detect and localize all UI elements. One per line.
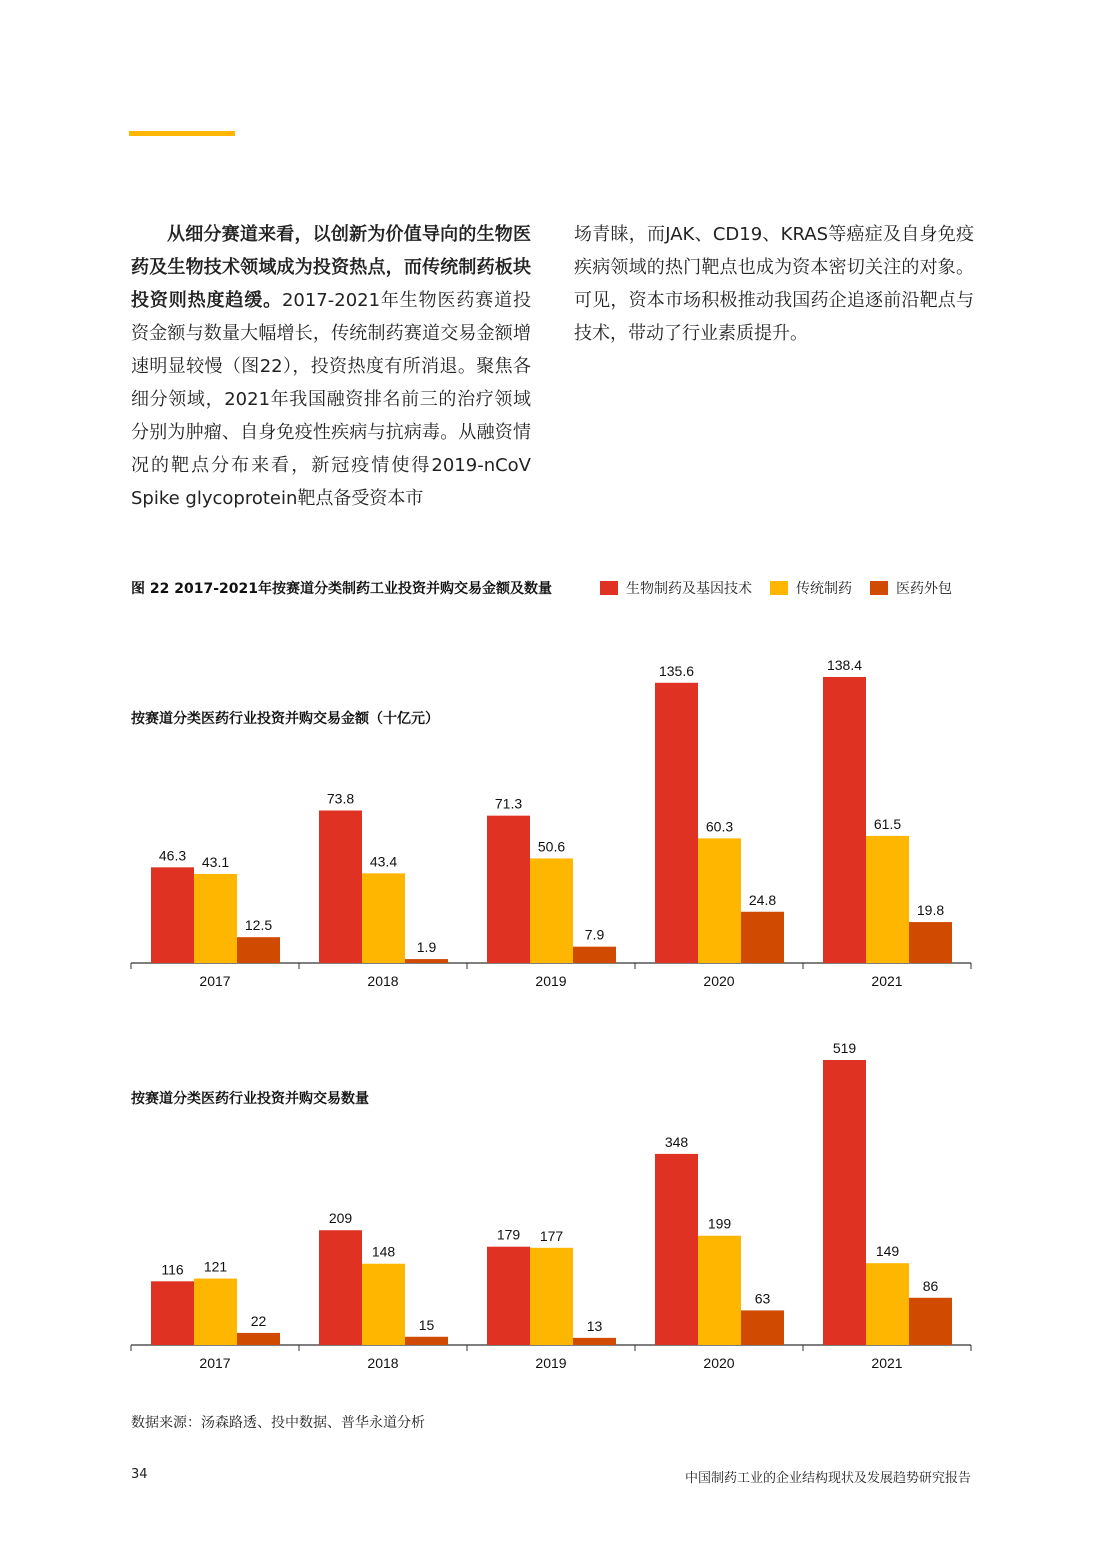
bar-2021-1 <box>866 1263 909 1345</box>
x-tick-label: 2017 <box>199 973 231 989</box>
legend-swatch-biopharma <box>600 581 618 595</box>
data-label: 348 <box>664 1133 689 1150</box>
bar-2020-0 <box>655 1154 698 1345</box>
data-source: 数据来源：汤森路透、投中数据、普华永道分析 <box>131 1415 425 1431</box>
x-tick-label: 2021 <box>871 973 903 989</box>
bold-lead: 从细分赛道来看，以创新为价值导向的生物医药及生物技术领域成为投资热点，而传统制药板块投资则热度趋缓。 <box>131 224 531 311</box>
bar-2018-2 <box>405 1337 448 1345</box>
bar-2020-2 <box>741 1310 784 1345</box>
legend-item-traditional <box>770 578 852 598</box>
bar-2021-2 <box>909 922 952 963</box>
data-label: 15 <box>418 1316 435 1333</box>
legend-label-outsourcing: 医药外包 <box>896 581 952 597</box>
chart-amount <box>0 640 1102 1000</box>
data-label: 86 <box>922 1277 939 1294</box>
body-text-left <box>131 218 531 515</box>
body-text-right: 场青睐，而JAK、CD19、KRAS等癌症及自身免疫疾病领域的热门靶点也成为资本密切关注的对象。可见，资本市场积极推动我国药企追逐前沿靶点与技术，带动了行业素质提升。 <box>574 224 974 344</box>
data-label: 43.4 <box>369 853 398 870</box>
bar-2021-1 <box>866 836 909 963</box>
figure-title: 图 22 2017-2021年按赛道分类制药工业投资并购交易金额及数量 <box>131 581 552 597</box>
bar-2018-0 <box>319 1230 362 1345</box>
data-label: 73.8 <box>326 790 355 807</box>
page-number: 34 <box>131 1467 148 1482</box>
data-label: 60.3 <box>705 818 734 835</box>
bar-2021-0 <box>823 1060 866 1345</box>
report-title: 中国制药工业的企业结构现状及发展趋势研究报告 <box>684 1471 971 1486</box>
bar-2017-2 <box>237 937 280 963</box>
bar-2019-0 <box>487 816 530 963</box>
data-label: 199 <box>707 1215 732 1232</box>
x-tick-label: 2021 <box>871 1355 903 1371</box>
bar-2020-1 <box>698 838 741 963</box>
bar-2019-0 <box>487 1247 530 1345</box>
bar-2017-1 <box>194 1279 237 1345</box>
data-label: 71.3 <box>494 795 523 812</box>
data-label: 1.9 <box>416 939 437 956</box>
data-label: 116 <box>161 1261 184 1278</box>
chart-count-title: 按赛道分类医药行业投资并购交易数量 <box>131 1091 369 1107</box>
bar-2018-2 <box>405 959 448 963</box>
data-label: 12.5 <box>244 917 273 934</box>
bar-2021-2 <box>909 1298 952 1345</box>
bar-2021-0 <box>823 677 866 963</box>
legend-item-biopharma <box>600 578 752 598</box>
data-label: 43.1 <box>201 853 230 870</box>
bar-2019-2 <box>573 947 616 963</box>
body-paragraph-left: 2017-2021年生物医药赛道投资金额与数量大幅增长，传统制药赛道交易金额增速明显较慢（图22），投资热度有所消退。聚焦各细分领域，2021年我国融资排名前三的治疗领域分别为肿瘤、自身免疫性疾病与抗病毒。从融资情况的靶点分布来看，新冠疫情使得2019-nCoV Spike glycoprotein靶点备受资本市 <box>131 290 531 509</box>
bar-2018-0 <box>319 810 362 963</box>
bar-2020-2 <box>741 912 784 963</box>
data-label: 121 <box>203 1258 228 1275</box>
bar-2020-0 <box>655 683 698 963</box>
x-tick-label: 2018 <box>367 1355 399 1371</box>
data-label: 148 <box>371 1243 396 1260</box>
bar-2017-0 <box>151 1281 194 1345</box>
data-label: 24.8 <box>748 891 777 908</box>
data-label: 149 <box>875 1243 900 1260</box>
data-label: 138.4 <box>826 657 863 673</box>
x-tick-label: 2018 <box>367 973 399 989</box>
data-label: 179 <box>496 1226 521 1243</box>
data-label: 19.8 <box>916 902 945 919</box>
data-label: 61.5 <box>873 815 902 832</box>
bar-2018-1 <box>362 873 405 963</box>
bar-2017-1 <box>194 874 237 963</box>
data-label: 177 <box>539 1227 564 1244</box>
x-tick-label: 2019 <box>535 973 567 989</box>
data-label: 135.6 <box>658 662 695 679</box>
data-label: 22 <box>250 1312 267 1329</box>
x-tick-label: 2017 <box>199 1355 231 1371</box>
data-label: 46.3 <box>158 847 187 864</box>
bar-2019-1 <box>530 1248 573 1345</box>
bar-2018-1 <box>362 1264 405 1345</box>
legend-label-traditional: 传统制药 <box>796 581 852 597</box>
legend-item-outsourcing <box>870 578 952 598</box>
chart-count <box>0 1030 1102 1390</box>
bar-2020-1 <box>698 1236 741 1345</box>
data-label: 13 <box>586 1317 603 1334</box>
data-label: 63 <box>754 1290 771 1307</box>
data-label: 7.9 <box>584 926 605 943</box>
x-tick-label: 2020 <box>703 1355 735 1371</box>
bar-2019-2 <box>573 1338 616 1345</box>
data-label: 50.6 <box>537 838 566 855</box>
data-label: 209 <box>328 1210 353 1227</box>
bar-2019-1 <box>530 858 573 963</box>
legend-swatch-traditional <box>770 581 788 595</box>
x-tick-label: 2019 <box>535 1355 567 1371</box>
accent-bar <box>129 131 235 136</box>
data-label: 519 <box>832 1040 857 1056</box>
x-tick-label: 2020 <box>703 973 735 989</box>
bar-2017-2 <box>237 1333 280 1345</box>
chart-legend <box>600 578 952 598</box>
chart-amount-title: 按赛道分类医药行业投资并购交易金额（十亿元） <box>131 711 439 727</box>
legend-label-biopharma: 生物制药及基因技术 <box>626 581 752 597</box>
bar-2017-0 <box>151 867 194 963</box>
legend-swatch-outsourcing <box>870 581 888 595</box>
